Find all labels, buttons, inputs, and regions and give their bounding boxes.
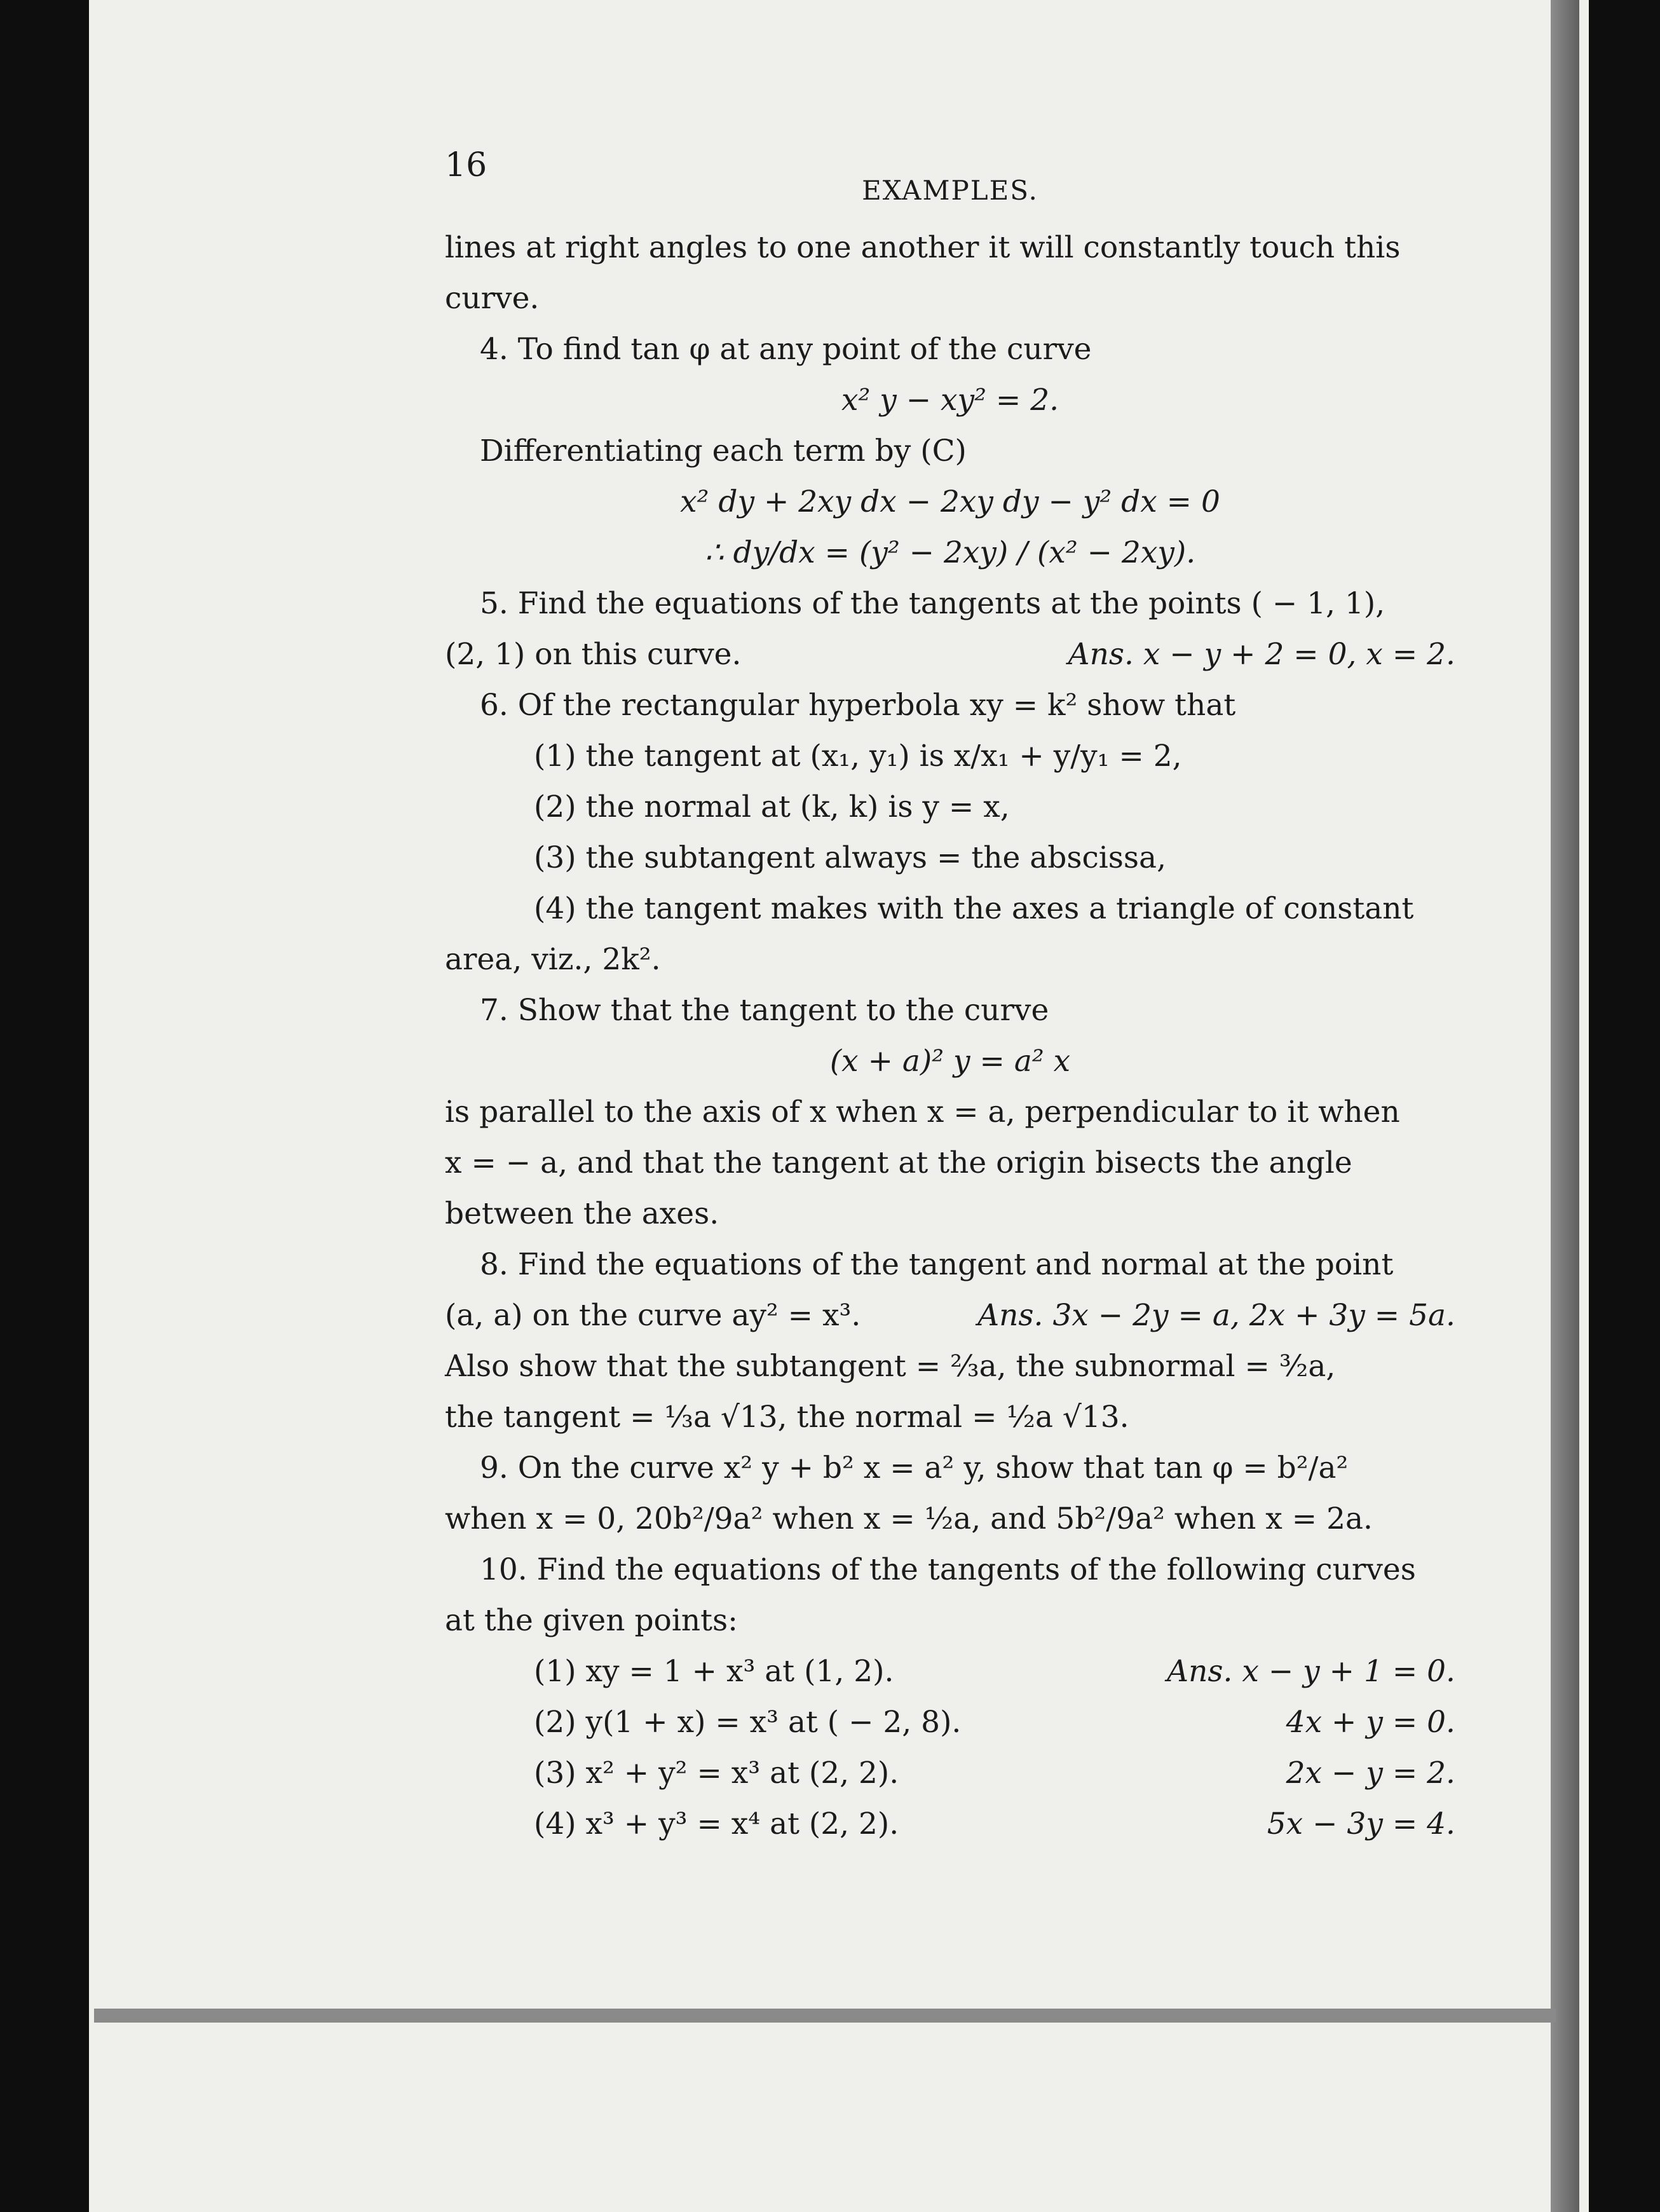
text-line (445, 782, 1455, 833)
answer (1068, 629, 1455, 680)
line-text: x = − a, and that the tangent at the origin bisects the angle (445, 1145, 1352, 1180)
text-line (445, 833, 1455, 884)
answer-value: 2x − y = 2. (1286, 1756, 1455, 1791)
text-line (445, 1341, 1455, 1392)
equation: x² y − xy² = 2. (841, 383, 1059, 418)
text-line (445, 1799, 1455, 1850)
text-line (445, 375, 1455, 426)
text-line (445, 1239, 1455, 1290)
line-text: at the given points: (445, 1603, 738, 1638)
line-text: (3) the subtangent always = the abscissa, (534, 840, 1167, 875)
text-line (445, 934, 1455, 985)
line-text: (4) the tangent makes with the axes a triangle of constant (534, 891, 1414, 926)
text-line (445, 477, 1455, 528)
line-text: (1) xy = 1 + x³ at (1, 2). (534, 1654, 894, 1689)
text-line (445, 1494, 1455, 1545)
answer (1267, 1799, 1455, 1850)
line-text: the tangent = ⅓a √13, the normal = ½a √13. (445, 1400, 1129, 1435)
text-line (445, 426, 1455, 477)
page-bottom-edge (94, 2009, 1556, 2023)
answer (1286, 1697, 1455, 1748)
line-text: Also show that the subtangent = ⅔a, the subnormal = ³⁄₂a, (445, 1349, 1336, 1384)
text-line (445, 1290, 1455, 1341)
line-text: (2) y(1 + x) = x³ at ( − 2, 8). (534, 1705, 962, 1740)
equation: x² dy + 2xy dx − 2xy dy − y² dx = 0 (680, 484, 1220, 519)
line-text: (a, a) on the curve ay² = x³. (445, 1298, 861, 1333)
text-line (445, 731, 1455, 782)
page-lines (445, 222, 1455, 1850)
text-line (445, 680, 1455, 731)
equation: ∴ dy/dx = (y² − 2xy) / (x² − 2xy). (704, 535, 1196, 570)
page-gutter-shadow (1551, 0, 1579, 2212)
answer-value: 3x − 2y = a, 2x + 3y = 5a. (1052, 1298, 1455, 1333)
line-text: is parallel to the axis of x when x = a, perpendicular to it when (445, 1095, 1400, 1130)
page-number: 16 (445, 146, 487, 184)
line-text: (2) the normal at (k, k) is y = x, (534, 789, 1010, 824)
text-line (445, 1595, 1455, 1646)
answer-value: x − y + 2 = 0, x = 2. (1143, 637, 1455, 672)
running-head: EXAMPLES. (862, 175, 1038, 206)
line-text: (2, 1) on this curve. (445, 637, 742, 672)
line-text: 8. Find the equations of the tangent and normal at the point (480, 1247, 1394, 1282)
text-line (445, 222, 1455, 273)
line-text: 6. Of the rectangular hyperbola xy = k² show that (480, 688, 1236, 723)
text-line (445, 1087, 1455, 1138)
answer-label: Ans. (1167, 1654, 1233, 1689)
answer-value: 5x − 3y = 4. (1267, 1806, 1455, 1841)
text-line (445, 985, 1455, 1036)
text-line (445, 273, 1455, 324)
line-text: between the axes. (445, 1196, 719, 1231)
text-line (445, 1697, 1455, 1748)
answer-value: x − y + 1 = 0. (1242, 1654, 1455, 1689)
text-line (445, 1545, 1455, 1595)
text-line (445, 528, 1455, 578)
answer-label: Ans. (1068, 637, 1134, 672)
line-text: 9. On the curve x² y + b² x = a² y, show that tan φ = b²/a² (480, 1451, 1349, 1485)
line-text: 4. To find tan φ at any point of the curve (480, 332, 1092, 367)
text-line (445, 1646, 1455, 1697)
answer (977, 1290, 1455, 1341)
text-line (445, 324, 1455, 375)
text-line (445, 629, 1455, 680)
line-text: 10. Find the equations of the tangents of the following curves (480, 1552, 1416, 1587)
text-line (445, 1392, 1455, 1443)
line-text: when x = 0, 20b²/9a² when x = ½a, and 5b²/9a² when x = 2a. (445, 1501, 1373, 1536)
page-header (445, 140, 1455, 222)
line-text: (1) the tangent at (x₁, y₁) is x/x₁ + y/y₁ = 2, (534, 739, 1182, 774)
text-line (445, 1748, 1455, 1799)
line-text: curve. (445, 281, 540, 316)
text-line (445, 1189, 1455, 1239)
line-text: (4) x³ + y³ = x⁴ at (2, 2). (534, 1806, 899, 1841)
line-text: 5. Find the equations of the tangents at the points ( − 1, 1), (480, 586, 1385, 621)
line-text: Differentiating each term by (C) (480, 434, 967, 468)
text-block (445, 140, 1455, 1850)
answer (1286, 1748, 1455, 1799)
answer-label: Ans. (977, 1298, 1044, 1333)
answer-value: 4x + y = 0. (1286, 1705, 1455, 1740)
text-line (445, 1443, 1455, 1494)
line-text: (3) x² + y² = x³ at (2, 2). (534, 1756, 899, 1791)
answer (1167, 1646, 1455, 1697)
equation: (x + a)² y = a² x (829, 1044, 1071, 1079)
text-line (445, 1138, 1455, 1189)
line-text: 7. Show that the tangent to the curve (480, 993, 1049, 1028)
line-text: area, viz., 2k². (445, 942, 661, 977)
text-line (445, 884, 1455, 934)
text-line (445, 1036, 1455, 1087)
line-text: lines at right angles to one another it will constantly touch this (445, 230, 1401, 265)
text-line (445, 578, 1455, 629)
